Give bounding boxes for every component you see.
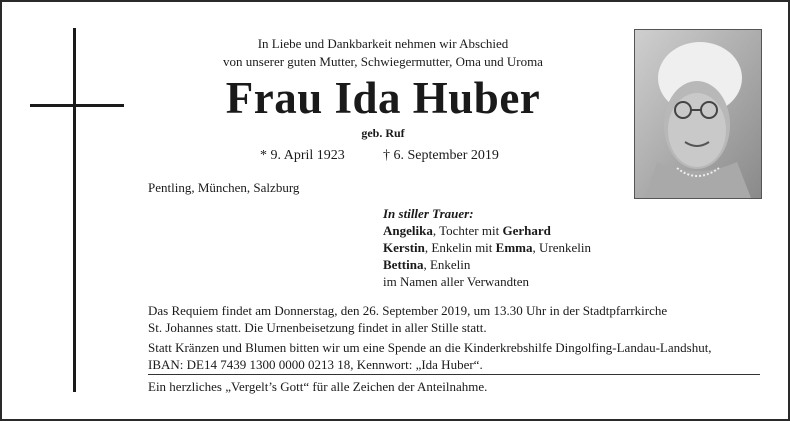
birth-date: * 9. April 1923 bbox=[260, 148, 345, 163]
mourner-partner: Emma bbox=[495, 240, 533, 255]
thanks-text: Ein herzliches „Vergelt’s Gott“ für alle Zeichen der Anteilnahme. bbox=[148, 379, 488, 394]
mourner-relation: , Enkelin bbox=[423, 257, 471, 272]
maiden-name: geb. Ruf bbox=[361, 126, 405, 140]
mourner-entry bbox=[383, 239, 591, 256]
mourner-partner: Gerhard bbox=[502, 223, 551, 238]
requiem-line-1: Das Requiem findet am Donnerstag, den 26. September 2019, um 13.30 Uhr in der Stadtpfarrkirche bbox=[148, 303, 668, 318]
donation-line-1: Statt Kränzen und Blumen bitten wir um eine Spende an die Kinderkrebshilfe Dingolfing-Landau-Landshut, bbox=[148, 340, 712, 355]
deceased-name: Frau Ida Huber bbox=[225, 73, 541, 123]
intro-line-2: von unserer guten Mutter, Schwiegermutter, Oma und Uroma bbox=[223, 54, 543, 69]
cross-horizontal-bar bbox=[30, 104, 124, 107]
requiem-text bbox=[148, 302, 667, 336]
mourners-heading: In stiller Trauer: bbox=[383, 206, 474, 221]
death-date: † 6. September 2019 bbox=[383, 148, 499, 163]
relatives-line: im Namen aller Verwandten bbox=[383, 274, 529, 289]
mourner-relation-extra: , Urenkelin bbox=[532, 240, 591, 255]
portrait-photo bbox=[634, 29, 762, 199]
places: Pentling, München, Salzburg bbox=[148, 180, 300, 195]
intro-line-1: In Liebe und Dankbarkeit nehmen wir Abschied bbox=[257, 36, 509, 51]
divider-line bbox=[148, 374, 760, 375]
donation-text bbox=[148, 339, 712, 373]
mourner-name: Bettina bbox=[383, 257, 424, 272]
cross-vertical-bar bbox=[73, 28, 76, 392]
mourner-entry bbox=[383, 256, 591, 273]
donation-line-2: IBAN: DE14 7439 1300 0000 0213 18, Kennwort: „Ida Huber“. bbox=[148, 357, 483, 372]
mourner-name: Kerstin bbox=[383, 240, 425, 255]
mourners-block bbox=[383, 205, 591, 290]
mourner-name: Angelika bbox=[383, 223, 433, 238]
mourner-relation: , Tochter mit bbox=[432, 223, 503, 238]
mourner-entry bbox=[383, 222, 591, 239]
requiem-line-2: St. Johannes statt. Die Urnenbeisetzung findet in aller Stille statt. bbox=[148, 320, 487, 335]
mourner-relation: , Enkelin mit bbox=[424, 240, 496, 255]
